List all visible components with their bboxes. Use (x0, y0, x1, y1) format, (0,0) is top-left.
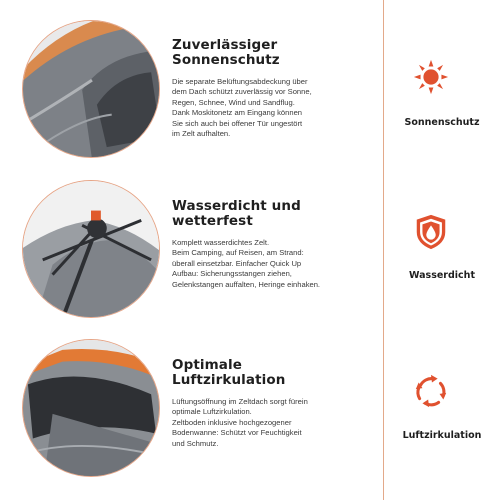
section-air-circulation (172, 358, 372, 449)
tent-photo-sun-cover (22, 20, 160, 158)
divider-line (383, 0, 384, 500)
section-sun-protection (172, 38, 372, 139)
section-body: Komplett wasserdichtes Zelt. Beim Camping, auf Reisen, am Strand: überall einsetzbar. Einfacher Quick Up Aufbau: Sicherungsstangen ziehen, Gelenkstangen auffalten, Heringe einhaken. (172, 238, 321, 289)
section-body: Die separate Belüftungsabdeckung über dem Dach schützt zuverlässig vor Sonne, Regen, Schnee, Wind und Sandflug. Dank Moskitonetz am Eingang können Sie sich auch bei offener Tür ungestört im Zelt aufhalten. (172, 77, 312, 139)
feature-label-water: Wasserdicht (409, 270, 475, 281)
tent-photo-vent (22, 339, 160, 477)
section-title: Optimale Luftzirkulation (172, 357, 286, 388)
sun-icon (412, 58, 450, 96)
water-shield-icon (412, 213, 450, 251)
section-title: Zuverlässiger Sonnenschutz (172, 37, 280, 68)
tent-photo-frame-joint (22, 180, 160, 318)
circulation-arrows-icon (412, 372, 450, 410)
section-body: Lüftungsöffnung im Zeltdach sorgt fürein optimale Luftzirkulation. Zeltboden inklusive hochgezogener Bodenwanne: Schützt vor Feuchtigkeit und Schmutz. (172, 397, 308, 448)
feature-label-sun: Sonnenschutz (404, 117, 480, 128)
feature-label-air: Luftzirkulation (402, 430, 482, 441)
section-waterproof (172, 199, 372, 290)
section-title: Wasserdicht und wetterfest (172, 198, 301, 229)
